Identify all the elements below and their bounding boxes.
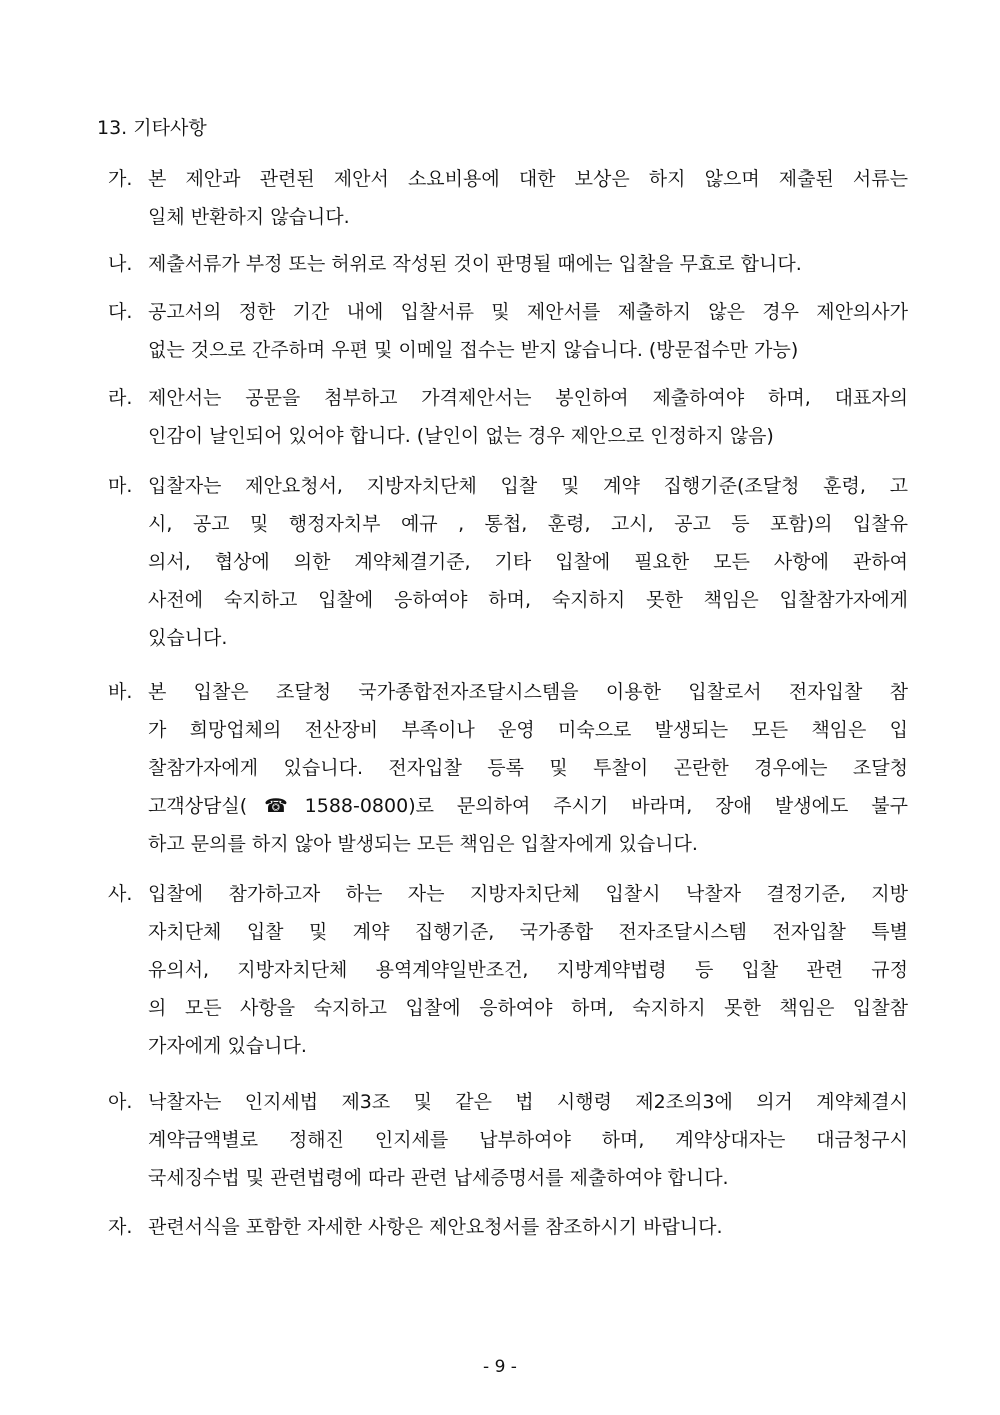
item-line: 가자에게 있습니다. [148,1035,307,1057]
list-item-da [108,293,908,369]
item-marker: 자. [108,1216,133,1238]
item-marker: 마. [108,475,133,497]
item-line: 본 제안과 관련된 제안서 소요비용에 대한 보상은 하지 않으며 제출된 서류는 [148,168,908,190]
item-line: 사전에 숙지하고 입찰에 응하여야 하며, 숙지하지 못한 책임은 입찰참가자에게 [148,589,908,611]
list-item-ga [108,160,908,236]
list-item-ra [108,379,908,455]
item-line: 하고 문의를 하지 않아 발생되는 모든 책임은 입찰자에게 있습니다. [148,833,698,855]
item-marker: 가. [108,168,133,190]
list-item-ma [108,467,908,657]
item-line: 의 모든 사항을 숙지하고 입찰에 응하여야 하며, 숙지하지 못한 책임은 입찰참 [148,997,908,1019]
item-marker: 사. [108,883,133,905]
item-marker: 아. [108,1091,133,1113]
item-line: 자치단체 입찰 및 계약 집행기준, 국가종합 전자조달시스템 전자입찰 특별 [148,921,908,943]
list-item-a [108,1083,908,1197]
item-line: 낙찰자는 인지세법 제3조 및 같은 법 시행령 제2조의3에 의거 계약체결시 [148,1091,908,1113]
item-line: 제출서류가 부정 또는 허위로 작성된 것이 판명될 때에는 입찰을 무효로 합니다. [148,253,802,275]
item-line: 인감이 날인되어 있어야 합니다. (날인이 없는 경우 제안으로 인정하지 않음) [148,425,774,447]
item-line: 고객상담실(☎1588-0800)로 문의하여 주시기 바라며, 장애 발생에도 불구 [148,795,908,817]
list-item-ba [108,673,908,863]
item-line: 있습니다. [148,627,228,649]
list-item-na [108,245,908,283]
item-marker: 다. [108,301,133,323]
item-line: 유의서, 지방자치단체 용역계약일반조건, 지방계약법령 등 입찰 관련 규정 [148,959,908,981]
list-item-ja [108,1208,908,1246]
item-line: 의서, 협상에 의한 계약체결기준, 기타 입찰에 필요한 모든 사항에 관하여 [148,551,908,573]
item-marker: 라. [108,387,133,409]
item-line: 계약금액별로 정해진 인지세를 납부하여야 하며, 계약상대자는 대금청구시 [148,1129,908,1151]
list-item-sa [108,875,908,1065]
item-marker: 나. [108,253,133,275]
item-line: 관련서식을 포함한 자세한 사항은 제안요청서를 참조하시기 바랍니다. [148,1216,723,1238]
item-line: 찰참가자에게 있습니다. 전자입찰 등록 및 투찰이 곤란한 경우에는 조달청 [148,757,908,779]
item-line: 국세징수법 및 관련법령에 따라 관련 납세증명서를 제출하여야 합니다. [148,1167,729,1189]
page-number: - 9 - [483,1357,517,1377]
item-marker: 바. [108,681,133,703]
item-line: 입찰자는 제안요청서, 지방자치단체 입찰 및 계약 집행기준(조달청 훈령, 고 [148,475,908,497]
item-line: 없는 것으로 간주하며 우편 및 이메일 접수는 받지 않습니다. (방문접수만 가능) [148,339,799,361]
section-title: 13. 기타사항 [97,117,207,139]
item-line: 시, 공고 및 행정자치부 예규 , 통첩, 훈령, 고시, 공고 등 포함)의 입찰유 [148,513,908,535]
item-line: 제안서는 공문을 첨부하고 가격제안서는 봉인하여 제출하여야 하며, 대표자의 [148,387,908,409]
item-line: 가 희망업체의 전산장비 부족이나 운영 미숙으로 발생되는 모든 책임은 입 [148,719,908,741]
item-line: 입찰에 참가하고자 하는 자는 지방자치단체 입찰시 낙찰자 결정기준, 지방 [148,883,908,905]
item-line: 공고서의 정한 기간 내에 입찰서류 및 제안서를 제출하지 않은 경우 제안의사가 [148,301,908,323]
item-line: 본 입찰은 조달청 국가종합전자조달시스템을 이용한 입찰로서 전자입찰 참 [148,681,908,703]
item-line: 일체 반환하지 않습니다. [148,206,350,228]
